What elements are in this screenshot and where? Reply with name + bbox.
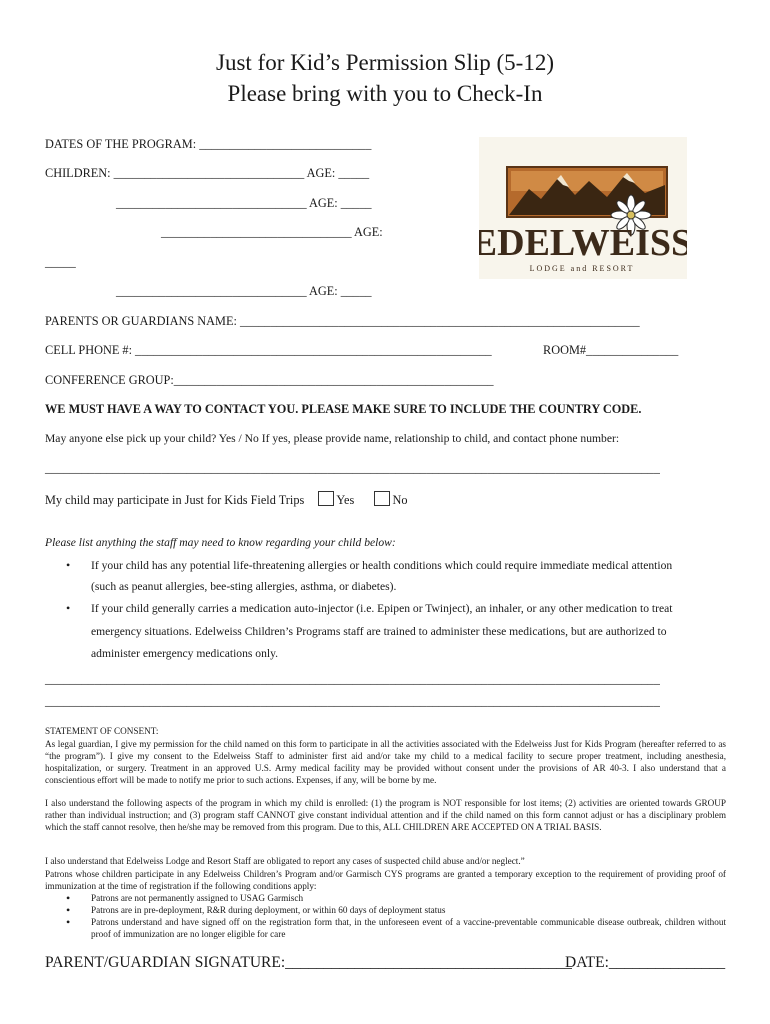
bullet-marker: • xyxy=(66,601,71,615)
field-trips-yes-label: Yes xyxy=(336,493,355,507)
field-trips-label: My child may participate in Just for Kids Field Trips xyxy=(45,493,305,507)
consent-heading: STATEMENT OF CONSENT: xyxy=(45,726,159,736)
bullet-1-line-1: If your child has any potential life-threatening allergies or health conditions which could require immediate medical attention xyxy=(91,559,673,572)
child-3-age-field[interactable]: _____ xyxy=(45,255,76,269)
immunization-condition-1: Patrons are not permanently assigned to USAG Garmisch xyxy=(91,893,304,903)
field-trips-question xyxy=(45,491,408,508)
immunization-condition-3: Patrons understand and have signed off on the registration form that, in the unforeseen event of a vaccine-preventable communicable disease outbreak, children without proof of immunization are no longer eligible for care xyxy=(91,917,726,939)
date-field[interactable]: DATE:_______________ xyxy=(565,954,726,971)
logo-wordmark: EDELWEISS xyxy=(479,222,687,264)
immunization-condition-2: Patrons are in pre-deployment, R&R during deployment, or within 60 days of deployment status xyxy=(91,905,446,915)
child-4-field[interactable]: _______________________________ AGE: _____ xyxy=(116,284,372,298)
field-trips-no-checkbox[interactable] xyxy=(374,491,390,506)
page-title: Just for Kid’s Permission Slip (5-12) xyxy=(216,50,554,75)
consent-paragraph-3: I also understand that Edelweiss Lodge and Resort Staff are obligated to report any cases of suspected child abuse and/or neglect.” xyxy=(45,856,525,866)
pickup-question: May anyone else pick up your child? Yes / No If yes, please provide name, relationship to child, and contact phone number: xyxy=(45,432,620,445)
bullet-2-line-3: administer emergency medications only. xyxy=(91,647,279,660)
contact-warning: WE MUST HAVE A WAY TO CONTACT YOU. PLEASE MAKE SURE TO INCLUDE THE COUNTRY CODE. xyxy=(45,402,642,416)
notes-line-2[interactable]: ____________________________________________________________________________________________________ xyxy=(45,694,660,708)
field-trips-no-label: No xyxy=(392,493,408,507)
consent-paragraph-1: As legal guardian, I give my permission for the child named on this form to participate in all the activities associated with the Edelweiss Just for Kids Program (hereafter referred to as “the program”). I give my consent to the Edelweiss Staff to administer first aid and/or take my child to a medical facility to secure proper treatment, including anesthesia, hospitalization, or surgery. Treatment in an approved U.S. Army medical facility may be provided without consent under the provisions of AR 40-3. I also understand that a conscientious effort will be made to notify me prior to such actions. Expenses, if any, will be borne by me. xyxy=(45,739,726,785)
staff-info-heading: Please list anything the staff may need to know regarding your child below: xyxy=(45,536,396,549)
edelweiss-logo xyxy=(479,137,687,279)
bullet-marker: • xyxy=(66,891,71,905)
page-subtitle: Please bring with you to Check-In xyxy=(227,81,543,106)
bullet-2-line-2: emergency situations. Edelweiss Children’s Programs staff are trained to administer these medications, but are authorized to xyxy=(91,625,667,638)
child-3-field[interactable]: _______________________________ AGE: xyxy=(161,225,383,239)
child-2-field[interactable]: _______________________________ AGE: _____ xyxy=(116,196,372,210)
logo-tagline: LODGE and RESORT xyxy=(529,264,635,273)
parents-name-field[interactable]: PARENTS OR GUARDIANS NAME: _________________________________________________________________ xyxy=(45,314,640,328)
child-1-field[interactable]: CHILDREN: _______________________________ AGE: _____ xyxy=(45,166,370,180)
bullet-marker: • xyxy=(66,915,71,929)
bullet-marker: • xyxy=(66,903,71,917)
field-trips-yes-checkbox[interactable] xyxy=(318,491,334,506)
conference-group-field[interactable]: CONFERENCE GROUP:____________________________________________________ xyxy=(45,373,494,387)
cell-phone-field[interactable]: CELL PHONE #: __________________________________________________________ xyxy=(45,343,492,357)
consent-paragraph-4: Patrons whose children participate in any Edelweiss Children’s Program and/or Garmisch CYS programs are granted a temporary exception to the requirement of providing proof of immunization at the time of registration if the following conditions apply: xyxy=(45,869,726,891)
bullet-1-line-2: (such as peanut allergies, bee-sting allergies, asthma, or diabetes). xyxy=(91,580,397,593)
bullet-2-line-1: If your child generally carries a medication auto-injector (i.e. Epipen or Twinject), an inhaler, or any other medication to treat xyxy=(91,602,673,615)
bullet-marker: • xyxy=(66,558,71,572)
dates-field[interactable]: DATES OF THE PROGRAM: ____________________________ xyxy=(45,137,372,151)
consent-paragraph-2: I also understand the following aspects of the program in which my child is enrolled: (1) the program is NOT responsible for lost items; (2) activities are oriented towards GROUP rather than individual instruction; and (3) program staff CANNOT give constant individual attention and if the child named on this form cannot adjust or has a disciplinary problem which the staff cannot resolve, then he/she may be removed from this program. Due to this, ALL CHILDREN ARE ACCEPTED ON A TRIAL BASIS. xyxy=(45,798,726,832)
notes-line-1[interactable]: ____________________________________________________________________________________________________ xyxy=(45,672,660,686)
signature-field[interactable]: PARENT/GUARDIAN SIGNATURE:_____________________________________ xyxy=(45,954,572,971)
pickup-details-field[interactable]: ____________________________________________________________________________________________________ xyxy=(45,461,660,475)
room-field[interactable]: ROOM#_______________ xyxy=(543,343,679,357)
